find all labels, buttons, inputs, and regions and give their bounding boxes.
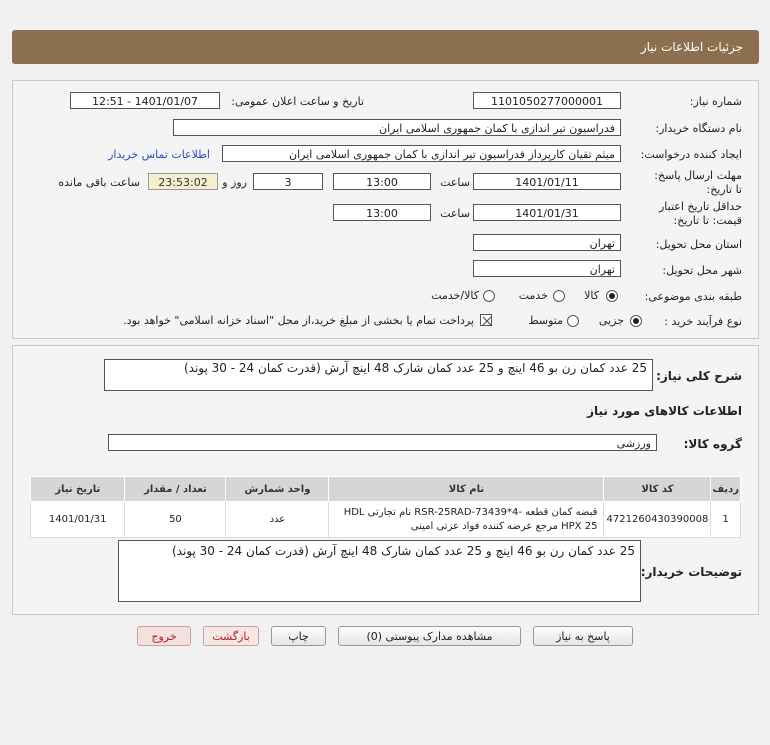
validity-date-field: 1401/01/31 [473, 204, 621, 221]
page-title: جزئیات اطلاعات نیاز [640, 40, 743, 54]
process-radio-medium[interactable] [567, 315, 579, 327]
process-option-minor: جزیی [598, 314, 624, 327]
category-radio-service[interactable] [553, 290, 565, 302]
col-qty: تعداد / مقدار [125, 477, 226, 502]
province-label: استان محل تحویل: [655, 238, 742, 251]
cell-name [329, 502, 604, 538]
cell-name-line1: قبضه کمان قطعه -4*RSR-25RAD-73439 نام تجارتی HDL [343, 506, 598, 518]
category-label: طبقه بندی موضوعی: [644, 290, 742, 303]
goods-group-label: گروه کالا: [683, 437, 742, 451]
province-field: تهران [473, 234, 621, 251]
col-date: تاریخ نیاز [31, 477, 125, 502]
validity-label: حداقل تاریخ اعتبار قیمت: تا تاریخ: [658, 200, 742, 227]
process-option-medium: متوسط [528, 314, 563, 327]
category-option-service: خدمت [518, 289, 548, 302]
exit-button[interactable]: خروج [137, 626, 191, 646]
category-option-goods-service: کالا/خدمت [431, 289, 479, 302]
days-label: روز و [222, 176, 247, 189]
col-row: ردیف [711, 477, 741, 502]
col-name: نام کالا [329, 477, 604, 502]
days-field: 3 [253, 173, 323, 190]
cell-date: 1401/01/31 [31, 502, 125, 538]
goods-group-field: ورزشی [108, 434, 657, 451]
print-button[interactable]: چاپ [271, 626, 326, 646]
col-code: کد کالا [604, 477, 711, 502]
creator-label: ایجاد کننده درخواست: [640, 148, 742, 161]
payment-note: پرداخت تمام یا بخشی از مبلغ خرید،از محل "اسناد خزانه اسلامی" خواهد بود. [123, 314, 474, 327]
table-row [31, 502, 741, 538]
reply-button[interactable]: پاسخ به نیاز [533, 626, 633, 646]
need-number-field: 1101050277000001 [473, 92, 621, 109]
need-number-label: شماره نیاز: [689, 95, 742, 108]
cell-unit: عدد [226, 502, 329, 538]
category-radio-goods[interactable] [606, 290, 618, 302]
city-field: تهران [473, 260, 621, 277]
validity-time-label: ساعت [440, 207, 470, 220]
goods-table [30, 476, 741, 538]
cell-code: 4721260430390008 [604, 502, 711, 538]
deadline-label: مهلت ارسال پاسخ: تا تاریخ: [654, 169, 742, 196]
buyer-notes-label: توضیحات خریدار: [640, 565, 742, 579]
category-radio-goods-service[interactable] [483, 290, 495, 302]
announce-label: تاریخ و ساعت اعلان عمومی: [231, 95, 364, 108]
col-unit: واحد شمارش [226, 477, 329, 502]
cell-qty: 50 [125, 502, 226, 538]
summary-field: 25 عدد کمان رن بو 46 اینچ و 25 عدد کمان شارک 48 اینچ آرش (قدرت کمان 24 - 30 پوند) [104, 359, 653, 391]
goods-table-header [31, 477, 741, 502]
deadline-date-field: 1401/01/11 [473, 173, 621, 190]
contact-buyer-link[interactable]: اطلاعات تماس خریدار [108, 148, 210, 161]
deadline-time-field: 13:00 [333, 173, 431, 190]
buyer-field: فدراسیون تیر اندازی با کمان جمهوری اسلامی ایران [173, 119, 621, 136]
buyer-label: نام دستگاه خریدار: [655, 122, 742, 135]
category-option-goods: کالا [584, 289, 599, 302]
attachments-button[interactable]: مشاهده مدارک پیوستی (0) [338, 626, 521, 646]
validity-time-field: 13:00 [333, 204, 431, 221]
remaining-label: ساعت باقی مانده [58, 176, 140, 189]
cell-row: 1 [711, 502, 741, 538]
process-label: نوع فرآیند خرید : [664, 315, 742, 328]
creator-field: میثم تقیان کارپرداز فدراسیون تیر اندازی با کمان جمهوری اسلامی ایران [222, 145, 621, 162]
announce-field: 1401/01/07 - 12:51 [70, 92, 220, 109]
back-button[interactable]: بازگشت [203, 626, 259, 646]
process-radio-minor[interactable] [630, 315, 642, 327]
remaining-timer: 23:53:02 [148, 173, 218, 190]
page-header [12, 30, 759, 64]
summary-label: شرح کلی نیاز: [656, 369, 742, 383]
cell-name-line2: HPX 25 مرجع عرضه کننده فواد عزتی امینی [410, 520, 598, 532]
deadline-time-label: ساعت [440, 176, 470, 189]
goods-info-title: اطلاعات کالاهای مورد نیاز [587, 404, 742, 418]
city-label: شهر محل تحویل: [662, 264, 742, 277]
treasury-payment-checkbox[interactable] [480, 314, 492, 326]
buyer-notes-field: 25 عدد کمان رن بو 46 اینچ و 25 عدد کمان شارک 48 اینچ آرش (قدرت کمان 24 - 30 پوند) [118, 540, 641, 602]
